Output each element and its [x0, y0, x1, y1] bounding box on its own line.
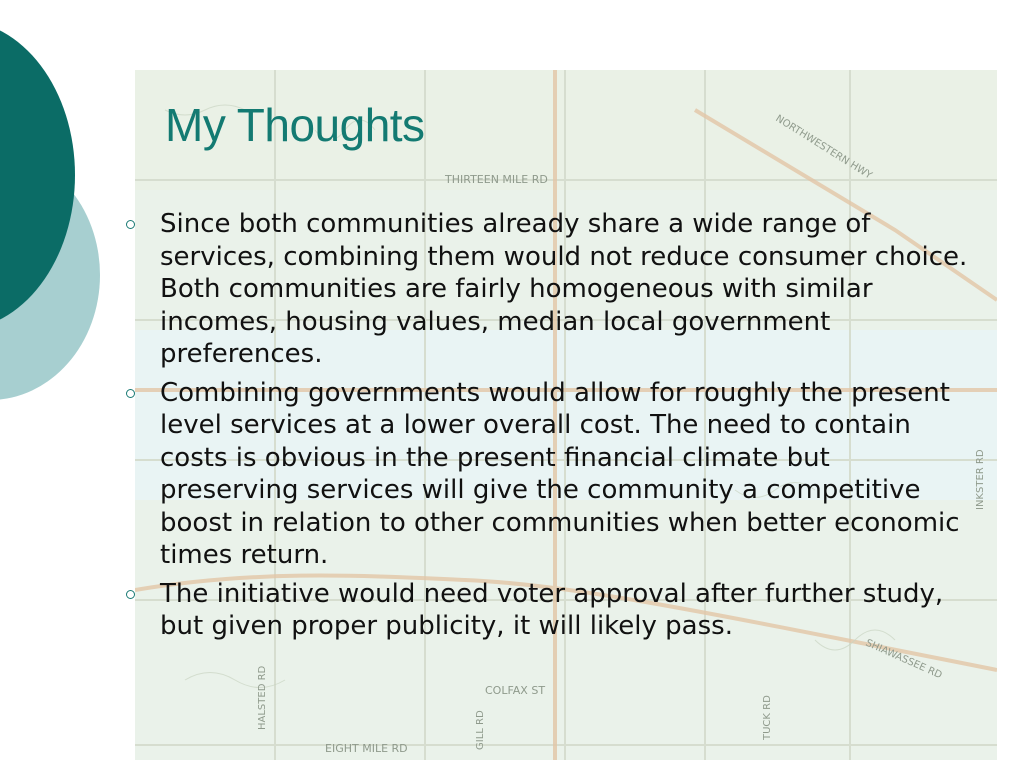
map-label-halsted: HALSTED RD — [257, 665, 268, 730]
map-label-colfax: COLFAX ST — [485, 684, 546, 697]
hollow-circle-bullet-icon — [126, 389, 135, 398]
bullet-text: Since both communities already share a wide range of services, combining them would not reduce consumer choice. Both communities are fairly homogeneous with similar incomes, housing values, median local government preferences. — [160, 209, 968, 369]
map-label-thirteen: THIRTEEN MILE RD — [445, 173, 548, 186]
map-label-inkster: INKSTER RD — [975, 449, 986, 510]
map-label-northwestern: NORTHWESTERN HWY — [773, 113, 874, 182]
slide-title: My Thoughts — [165, 99, 425, 151]
map-label-tuck: TUCK RD — [762, 695, 773, 740]
bullet-text: Combining governments would allow for roughly the present level services at a lower overall cost. The need to contain costs is obvious in the present financial climate but preserving services will give the community a competitive boost in relation to other communities when better economic times return. — [160, 377, 960, 570]
bullet-item — [120, 377, 970, 572]
map-label-eight: EIGHT MILE RD — [325, 742, 408, 755]
map-label-gill: GILL RD — [475, 710, 486, 750]
bullet-list — [120, 208, 970, 649]
bullet-item — [120, 208, 970, 371]
hollow-circle-bullet-icon — [126, 220, 135, 229]
map-label-shiawassee: SHIAWASSEE RD — [863, 637, 944, 682]
bullet-text: The initiative would need voter approval after further study, but given proper publicity, it will likely pass. — [160, 578, 944, 641]
hollow-circle-bullet-icon — [126, 590, 135, 599]
bullet-item — [120, 578, 970, 643]
